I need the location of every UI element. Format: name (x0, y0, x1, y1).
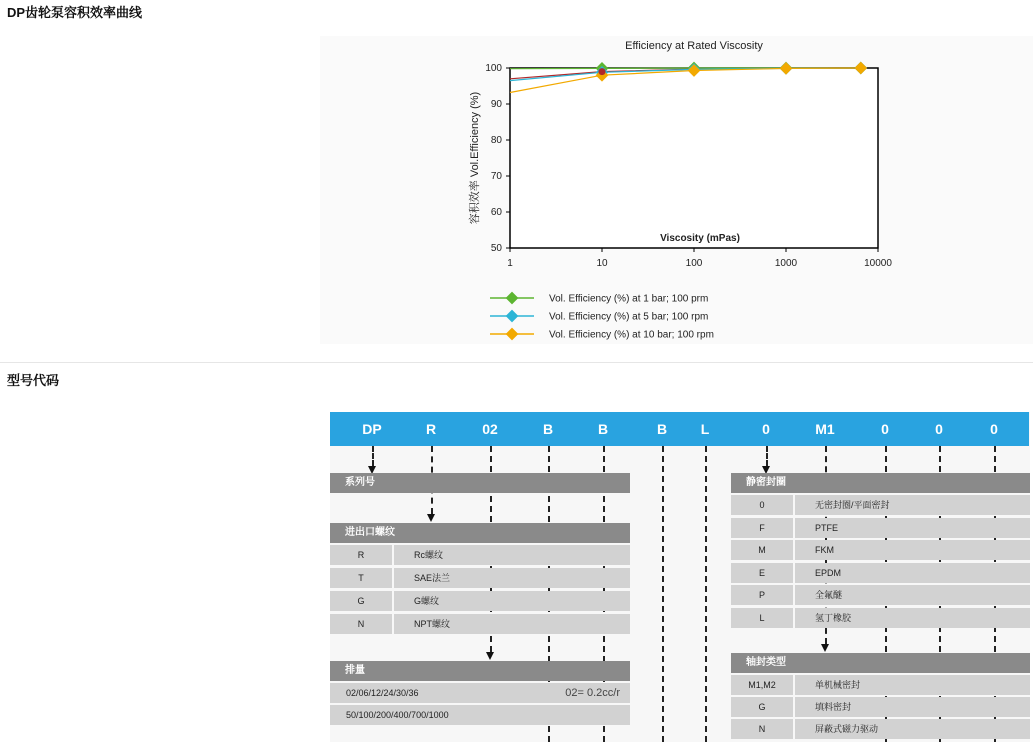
option-description: FKM (815, 545, 834, 555)
displacement-row (330, 683, 630, 703)
cell-separator (793, 563, 795, 583)
displacement-row (330, 705, 630, 725)
cell-separator (793, 697, 795, 717)
seal-option-row (731, 495, 1030, 515)
option-code: T (358, 573, 364, 583)
option-code: R (357, 550, 365, 560)
down-arrow-icon (821, 644, 829, 652)
legend-marker-2 (506, 310, 517, 321)
cell-separator (793, 719, 795, 739)
code-char-4: B (542, 421, 554, 437)
displacement-values: 50/100/200/400/700/1000 (346, 710, 449, 720)
legend-marker-1 (506, 292, 517, 303)
down-arrow-icon (486, 652, 494, 660)
code-char-11: 0 (935, 421, 943, 437)
cell-separator (793, 608, 795, 628)
option-description: EPDM (815, 567, 842, 578)
curve-section-title: DP齿轮泵容积效率曲线 (7, 5, 143, 20)
cell-separator (392, 545, 394, 565)
series-header: 系列号 (330, 473, 630, 493)
down-arrow-icon (427, 514, 435, 522)
option-code: N (758, 724, 766, 734)
option-code: 0 (759, 500, 765, 510)
y-tick-label: 70 (490, 171, 502, 182)
model-section-title: 型号代码 (7, 373, 60, 388)
code-char-8: 0 (762, 421, 770, 437)
seal-option-row (731, 563, 1030, 583)
option-description: 氢丁橡胶 (815, 612, 852, 623)
y-tick-label: 90 (490, 99, 502, 110)
seal-option-row (731, 540, 1030, 560)
legend-label-3: Vol. Efficiency (%) at 10 bar; 100 rpm (549, 329, 714, 341)
port-option-row (330, 568, 630, 588)
option-description: 填料密封 (815, 702, 852, 712)
cell-separator (793, 540, 795, 560)
legend-marker-3 (506, 328, 517, 339)
option-description: G螺纹 (414, 596, 440, 606)
cell-separator (793, 675, 795, 695)
cell-separator (392, 591, 394, 611)
cell-separator (793, 495, 795, 515)
seal-option-row (731, 585, 1030, 605)
efficiency-chart (320, 36, 1033, 344)
port-option-row (330, 545, 630, 565)
cell-separator (392, 568, 394, 588)
connector-line (705, 446, 707, 742)
x-tick-label: 10 (596, 258, 608, 269)
option-description: Rc螺纹 (414, 550, 443, 560)
shaft-option-row (731, 697, 1030, 717)
option-code: M (758, 545, 766, 555)
x-tick-label: 1 (507, 258, 513, 269)
option-code: P (758, 590, 765, 600)
option-description: SAE法兰 (414, 573, 451, 583)
shaft-option-row (731, 719, 1030, 739)
section-divider (0, 362, 1033, 363)
static-seal-header: 静密封圈 (731, 473, 1030, 493)
chart-title: Efficiency at Rated Viscosity (625, 40, 763, 52)
unlabeled-curve-marker (599, 68, 606, 75)
cell-separator (793, 585, 795, 605)
option-description: NPT螺纹 (414, 619, 451, 629)
connector-line (766, 446, 768, 466)
code-char-5: B (597, 421, 609, 437)
option-code: F (759, 522, 765, 533)
code-char-9: M1 (815, 421, 835, 437)
option-description: PTFE (815, 522, 839, 533)
option-code: G (357, 596, 365, 606)
displacement-header: 排量 (330, 661, 630, 681)
x-tick-label: 10000 (864, 258, 892, 269)
seal-option-row (731, 518, 1030, 538)
cell-separator (392, 614, 394, 634)
port-header: 进出口螺纹 (330, 523, 630, 543)
code-char-3: 02 (482, 421, 498, 437)
code-char-12: 0 (990, 421, 998, 437)
plot-frame (510, 68, 878, 248)
port-option-row (330, 591, 630, 611)
x-tick-label: 100 (685, 258, 703, 269)
y-axis-label: 容积效率 Vol.Efficiency (%) (469, 91, 481, 225)
option-code: E (758, 567, 765, 578)
shaft-option-row (731, 675, 1030, 695)
code-char-6: B (656, 421, 668, 437)
legend-label-1: Vol. Efficiency (%) at 1 bar; 100 prm (549, 293, 709, 305)
legend-label-2: Vol. Efficiency (%) at 5 bar; 100 rpm (549, 311, 709, 323)
port-option-row (330, 614, 630, 634)
displacement-note: 02= 0.2cc/r (565, 687, 620, 699)
y-tick-label: 80 (490, 135, 502, 146)
option-description: 单机械密封 (815, 680, 861, 690)
option-description: 全氟醚 (815, 590, 843, 600)
y-tick-label: 100 (485, 63, 502, 74)
option-code: M1,M2 (748, 680, 776, 690)
code-char-7: L (700, 421, 710, 437)
option-code: G (758, 702, 766, 712)
efficiency-chart-svg (320, 36, 1033, 344)
option-description: 无密封圈/平面密封 (815, 500, 890, 510)
x-axis-label: Viscosity (mPas) (660, 233, 740, 244)
code-char-10: 0 (881, 421, 889, 437)
seal-option-row (731, 608, 1030, 628)
y-tick-label: 60 (490, 207, 502, 218)
option-description: 屏蔽式磁力驱动 (815, 724, 879, 734)
x-tick-label: 1000 (774, 258, 798, 269)
code-char-2: R (425, 421, 437, 437)
connector-line (662, 446, 664, 742)
code-char-1: DP (362, 421, 382, 437)
y-tick-label: 50 (490, 243, 502, 254)
option-code: L (759, 612, 765, 623)
connector-line (372, 446, 374, 466)
shaft-seal-header: 轴封类型 (731, 653, 1030, 673)
displacement-values: 02/06/12/24/30/36 (346, 688, 419, 698)
cell-separator (793, 518, 795, 538)
option-code: N (357, 619, 365, 629)
